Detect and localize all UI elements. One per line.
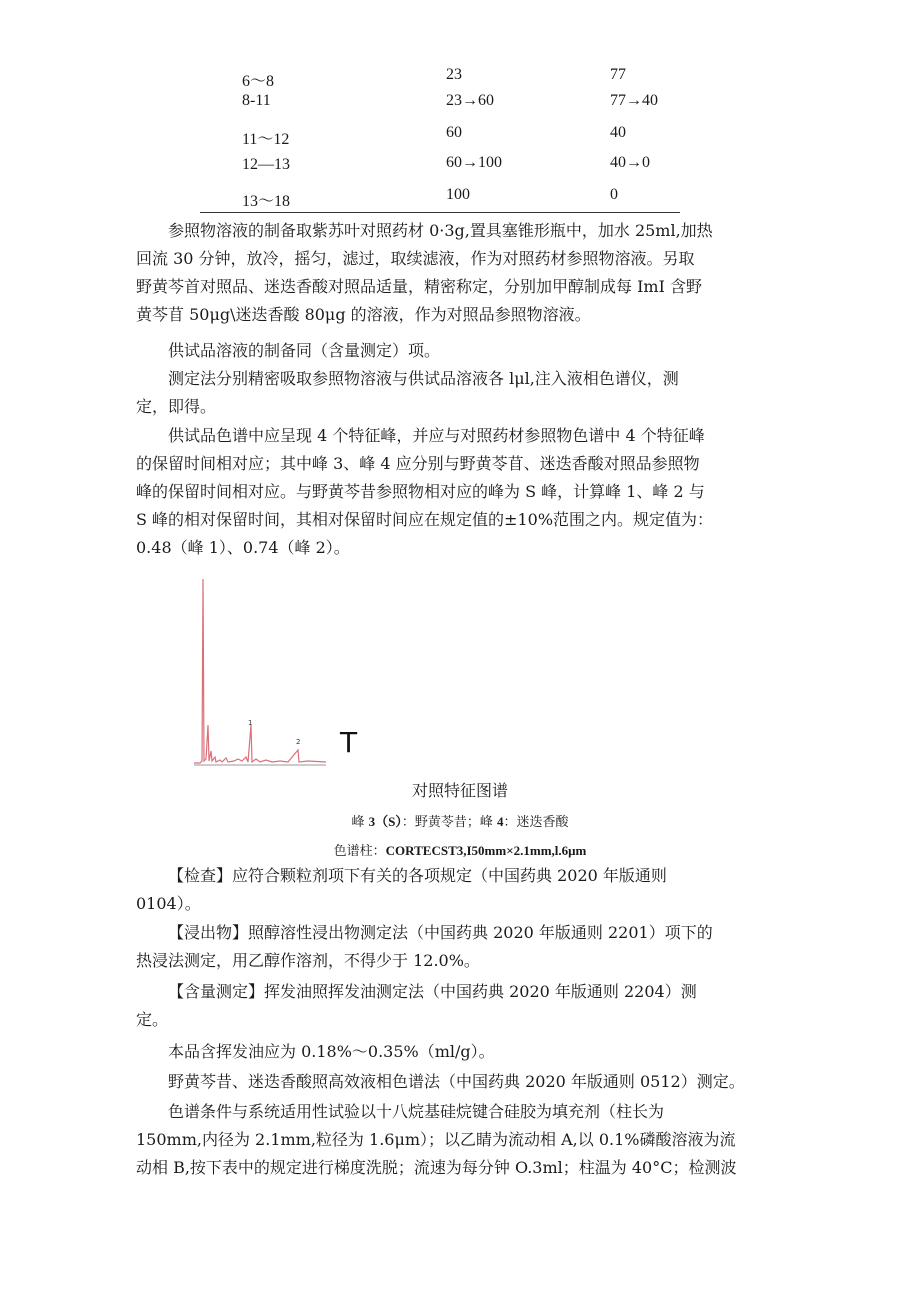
check-paragraph <box>136 862 792 918</box>
text-line: 【含量测定】挥发油照挥发油测定法（中国药典 2020 年版通则 2204）测 <box>168 982 697 1001</box>
text-line: 色谱条件与系统适用性试验以十八烷基硅烷键合硅胶为填充剂（柱长为 <box>168 1102 665 1121</box>
mobile-phase-b-cell: 40→0 <box>610 154 650 171</box>
peak-1-label: 1 <box>248 719 253 727</box>
mobile-phase-a-cell: 60 <box>446 124 462 141</box>
mobile-phase-a-cell: 23 <box>446 66 462 83</box>
text-line: 峰的保留时间相对应。与野黄芩昔参照物相对应的峰为 S 峰，计算峰 1、峰 2 与 <box>136 482 705 501</box>
caption-text: 色谱柱： <box>333 844 386 859</box>
peak-2-label: 2 <box>296 738 301 746</box>
text-line: 【浸出物】照醇溶性浸出物测定法（中国药典 2020 年版通则 2201）项下的 <box>168 923 713 942</box>
text-line: 0.48（峰 1）、0.74（峰 2）。 <box>136 538 350 557</box>
figure-peak-caption <box>0 811 920 830</box>
caption-text: 峰 <box>351 815 369 830</box>
table-row <box>200 64 680 88</box>
conditions-paragraph <box>136 1098 792 1182</box>
side-mark: T <box>340 726 358 759</box>
mobile-phase-b-cell: 40 <box>610 124 626 141</box>
extract-paragraph <box>136 919 792 975</box>
mobile-phase-b-cell: 0 <box>610 186 618 203</box>
text-line: 【检查】应符合颗粒剂项下有关的各项规定（中国药典 2020 年版通则 <box>168 866 667 885</box>
table-bottom-rule <box>200 212 680 213</box>
hplc-paragraph <box>136 1068 792 1096</box>
table-row <box>200 122 680 152</box>
caption-text: ：野黄苓昔；峰 <box>401 815 497 830</box>
reference-solution-paragraph <box>136 217 792 329</box>
mobile-phase-b-cell: 77→40 <box>610 92 658 109</box>
figure-title: 对照特征图谱 <box>411 781 508 800</box>
caption-peak-3: 3（S） <box>368 814 402 829</box>
sample-solution-paragraph <box>136 337 792 365</box>
text-line: 野黄芩首对照品、迷迭香酸对照品适量，精密称定，分别加甲醇制成每 ImI 含野 <box>136 277 702 296</box>
figure-column-caption <box>0 840 920 859</box>
mobile-phase-b-cell: 77 <box>610 66 626 83</box>
time-cell: 13～18 <box>242 193 291 210</box>
text-line: 0104）。 <box>136 894 201 913</box>
text-line: 测定法分别精密吸取参照物溶液与供试品溶液各 lμl,注入液相色谱仪，测 <box>168 369 679 388</box>
time-cell: 12—13 <box>242 156 290 173</box>
text-line: 150mm,内径为 2.1mm,粒径为 1.6μm）；以乙睛为流动相 A,以 0.1%磷酸溶液为流 <box>136 1130 736 1149</box>
text-line: 供试品溶液的制备同（含量测定）项。 <box>168 341 441 360</box>
mobile-phase-a-cell: 60→100 <box>446 154 502 171</box>
table-row <box>200 88 680 122</box>
mobile-phase-a-cell: 23→60 <box>446 92 494 109</box>
column-spec: CORTECST3,I50mm×2.1mm,l.6μm <box>385 843 587 858</box>
time-cell: 8-11 <box>242 92 271 109</box>
time-cell: 11～12 <box>242 131 290 148</box>
table-row <box>200 184 680 214</box>
text-line: 供试品色谱中应呈现 4 个特征峰，并应与对照药材参照物色谱中 4 个特征峰 <box>168 426 705 445</box>
text-line: S 峰的相对保留时间，其相对保留时间应在规定值的±10%范围之内。规定值为： <box>136 510 714 529</box>
method-paragraph <box>136 365 792 421</box>
oil-content-paragraph <box>136 1038 792 1066</box>
reference-chromatogram <box>188 575 338 771</box>
text-line: 热浸法测定，用乙醇作溶剂，不得少于 12.0%。 <box>136 951 480 970</box>
text-line: 黄芩苜 50μg\迷迭香酸 80μg 的溶液，作为对照品参照物溶液。 <box>136 305 591 324</box>
text-line: 动相 B,按下表中的规定进行梯度洗脱；流速为每分钟 O.3ml；柱温为 40°C；检测波 <box>136 1158 737 1177</box>
chromatogram-trace <box>194 579 326 763</box>
table-row <box>200 152 680 184</box>
mobile-phase-a-cell: 100 <box>446 186 470 203</box>
text-line: 定。 <box>136 1010 169 1029</box>
text-line: 定，即得。 <box>136 397 217 416</box>
gradient-table <box>200 64 680 214</box>
assay-paragraph <box>136 978 792 1034</box>
text-line: 回流 30 分钟，放冷，摇匀，滤过，取续滤液，作为对照药材参照物溶液。另取 <box>136 249 695 268</box>
text-line: 野黄芩昔、迷迭香酸照高效液相色谱法（中国药典 2020 年版通则 0512）测定。 <box>168 1072 745 1091</box>
caption-text: ：迷迭香酸 <box>503 815 569 830</box>
text-line: 参照物溶液的制备取紫苏叶对照药材 0·3g,置具塞锥形瓶中，加水 25ml,加热 <box>168 221 713 240</box>
time-cell: 6～8 <box>242 73 275 90</box>
text-line: 本品含挥发油应为 0.18%～0.35%（ml∕g）。 <box>168 1042 495 1061</box>
peaks-paragraph <box>136 422 792 562</box>
caption-peak-4: 4 <box>497 814 504 829</box>
text-line: 的保留时间相对应；其中峰 3、峰 4 应分别与野黄苓苜、迷迭香酸对照品参照物 <box>136 454 700 473</box>
